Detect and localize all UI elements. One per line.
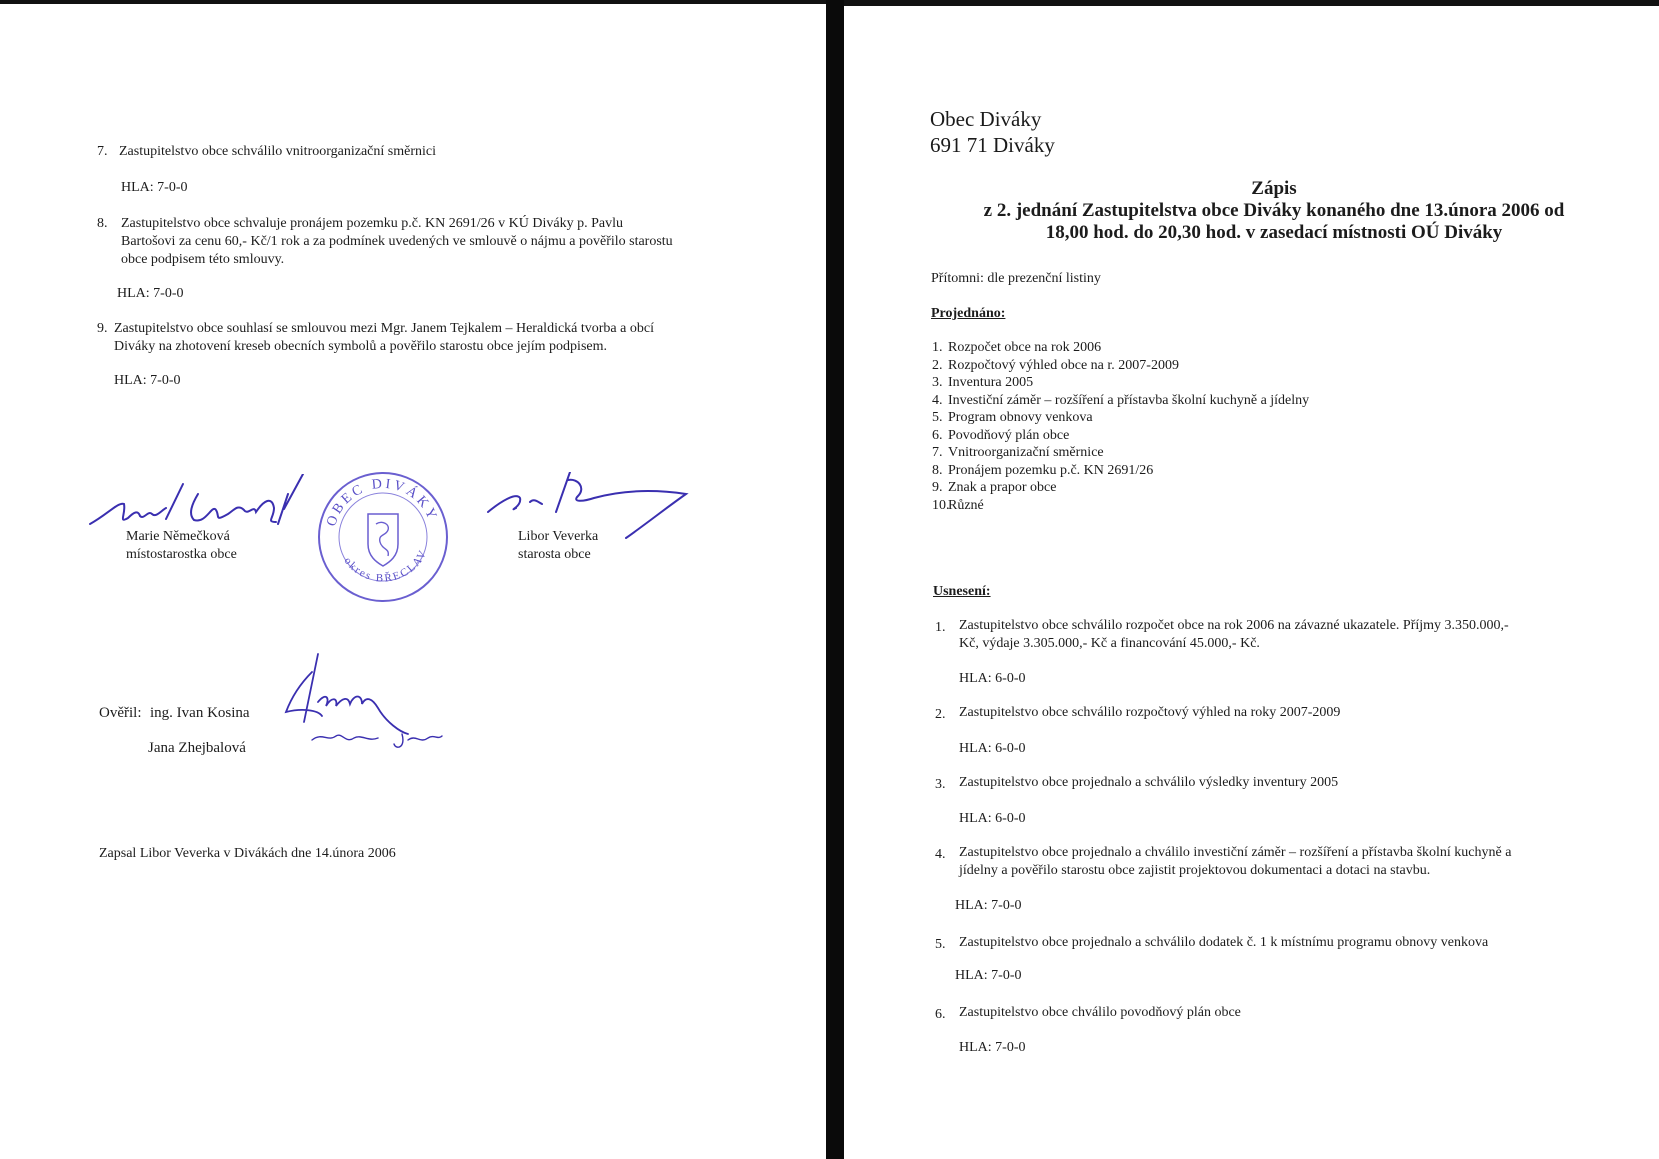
vote-result: HLA: 7-0-0 bbox=[114, 373, 181, 388]
vote-result: HLA: 7-0-0 bbox=[959, 1040, 1026, 1055]
resolution-text-line: Zastupitelstvo obce projednalo a chválilo investiční záměr – rozšíření a přístavba školní kuchyně a bbox=[959, 845, 1512, 860]
resolution-item-7 bbox=[97, 143, 436, 161]
right-document-page bbox=[844, 0, 1659, 1159]
agenda-item: 5. Program obnovy venkova bbox=[932, 410, 1093, 425]
document-subtitle-line-2: 18,00 hod. do 20,30 hod. v zasedací místnosti OÚ Diváky bbox=[1045, 222, 1503, 243]
verifier-name: Jana Zhejbalová bbox=[148, 740, 246, 756]
resolutions-heading: Usnesení: bbox=[933, 584, 991, 599]
agenda-list bbox=[932, 339, 1309, 514]
resolution-number: 8. bbox=[97, 216, 108, 231]
vote-result: HLA: 7-0-0 bbox=[955, 968, 1022, 983]
resolution-text: Zastupitelstvo obce schválilo vnitroorganizační směrnici bbox=[119, 144, 436, 159]
resolution-text-line: Zastupitelstvo obce schválilo rozpočtový výhled na roky 2007-2009 bbox=[959, 705, 1341, 720]
resolution-number: 1. bbox=[935, 620, 946, 635]
municipality-postcode: 691 71 Diváky bbox=[930, 133, 1055, 157]
agenda-item: 1. Rozpočet obce na rok 2006 bbox=[932, 340, 1102, 355]
resolution-text-line: Zastupitelstvo obce schvaluje pronájem pozemku p.č. KN 2691/26 v KÚ Diváky p. Pavlu bbox=[121, 216, 623, 231]
vote-result: HLA: 6-0-0 bbox=[959, 741, 1026, 756]
verifier-name: ing. Ivan Kosina bbox=[150, 705, 250, 721]
agenda-item: 7. Vnitroorganizační směrnice bbox=[932, 445, 1104, 460]
document-subtitle-line-1: z 2. jednání Zastupitelstva obce Diváky konaného dne 13.února 2006 od bbox=[983, 200, 1565, 221]
signatory-role: starosta obce bbox=[518, 547, 591, 562]
agenda-item: 2. Rozpočtový výhled obce na r. 2007-2009 bbox=[932, 357, 1179, 373]
verification-label: Ověřil: bbox=[99, 705, 142, 721]
resolution-number: 3. bbox=[935, 777, 946, 792]
signatory-role: místostarostka obce bbox=[126, 547, 237, 562]
resolution-text-line: Zastupitelstvo obce schválilo rozpočet obce na rok 2006 na závazné ukazatele. Příjmy 3.350.000,- bbox=[959, 618, 1509, 633]
svg-text:OBEC DIVÁKY: OBEC DIVÁKY bbox=[324, 476, 441, 529]
record-footer: Zapsal Libor Veverka v Divákách dne 14.února 2006 bbox=[99, 846, 396, 861]
resolution-number: 5. bbox=[935, 937, 946, 952]
vote-result: HLA: 6-0-0 bbox=[959, 671, 1026, 686]
agenda-item: 3. Inventura 2005 bbox=[932, 375, 1034, 390]
resolution-number: 6. bbox=[935, 1007, 946, 1022]
resolution-number: 2. bbox=[935, 707, 946, 722]
resolution-text-line: obce podpisem této smlouvy. bbox=[121, 252, 285, 267]
resolution-number: 9. bbox=[97, 321, 108, 336]
agenda-item: 4. Investiční záměr – rozšíření a přístavba školní kuchyně a jídelny bbox=[932, 392, 1310, 408]
svg-text:okres BŘECLAV: okres BŘECLAV bbox=[341, 547, 430, 585]
page-gutter bbox=[826, 0, 844, 1159]
vote-result: HLA: 6-0-0 bbox=[959, 811, 1026, 826]
signatory-name: Libor Veverka bbox=[518, 529, 599, 544]
vote-result: HLA: 7-0-0 bbox=[121, 180, 188, 195]
resolution-text-line: Zastupitelstvo obce chválilo povodňový plán obce bbox=[959, 1005, 1241, 1020]
agenda-item: 8. Pronájem pozemku p.č. KN 2691/26 bbox=[932, 462, 1154, 478]
municipality-name: Obec Diváky bbox=[930, 107, 1042, 131]
resolution-text-line: Zastupitelstvo obce projednalo a schválilo dodatek č. 1 k místnímu programu obnovy venkova bbox=[959, 935, 1489, 950]
document-title: Zápis bbox=[1251, 178, 1297, 199]
resolution-text-line: Zastupitelstvo obce projednalo a schválilo výsledky inventury 2005 bbox=[959, 775, 1339, 790]
agenda-item: 9. Znak a prapor obce bbox=[932, 480, 1057, 495]
stamp-seal-image bbox=[316, 470, 450, 604]
vote-result: HLA: 7-0-0 bbox=[117, 286, 184, 301]
vote-result: HLA: 7-0-0 bbox=[955, 898, 1022, 913]
verifier-signatures-image bbox=[282, 652, 452, 752]
resolution-text-line: Bartošovi za cenu 60,- Kč/1 rok a za podmínek uvedených ve smlouvě o nájmu a pověřilo starostu bbox=[121, 234, 673, 249]
municipal-stamp bbox=[316, 470, 450, 604]
agenda-heading: Projednáno: bbox=[931, 306, 1006, 321]
resolution-text-line: jídelny a pověřilo starostu obce zajistit projektovou dokumentaci a dotaci na stavbu. bbox=[959, 863, 1431, 878]
agenda-item: 10.Různé bbox=[932, 497, 984, 513]
left-document-page bbox=[0, 0, 826, 1159]
resolution-number: 4. bbox=[935, 847, 946, 862]
resolution-text-line: Zastupitelstvo obce souhlasí se smlouvou mezi Mgr. Janem Tejkalem – Heraldická tvorba a obcí bbox=[114, 321, 654, 336]
resolution-text-line: Kč, výdaje 3.305.000,- Kč a financování 45.000,- Kč. bbox=[959, 636, 1260, 651]
agenda-item: 6. Povodňový plán obce bbox=[932, 427, 1070, 443]
resolution-text-line: Diváky na zhotovení kreseb obecních symbolů a pověřilo starostu obce jejím podpisem. bbox=[114, 339, 607, 354]
resolution-number: 7. bbox=[97, 144, 108, 159]
signatory-name: Marie Němečková bbox=[126, 529, 230, 544]
attendance-note: Přítomni: dle prezenční listiny bbox=[931, 271, 1101, 286]
